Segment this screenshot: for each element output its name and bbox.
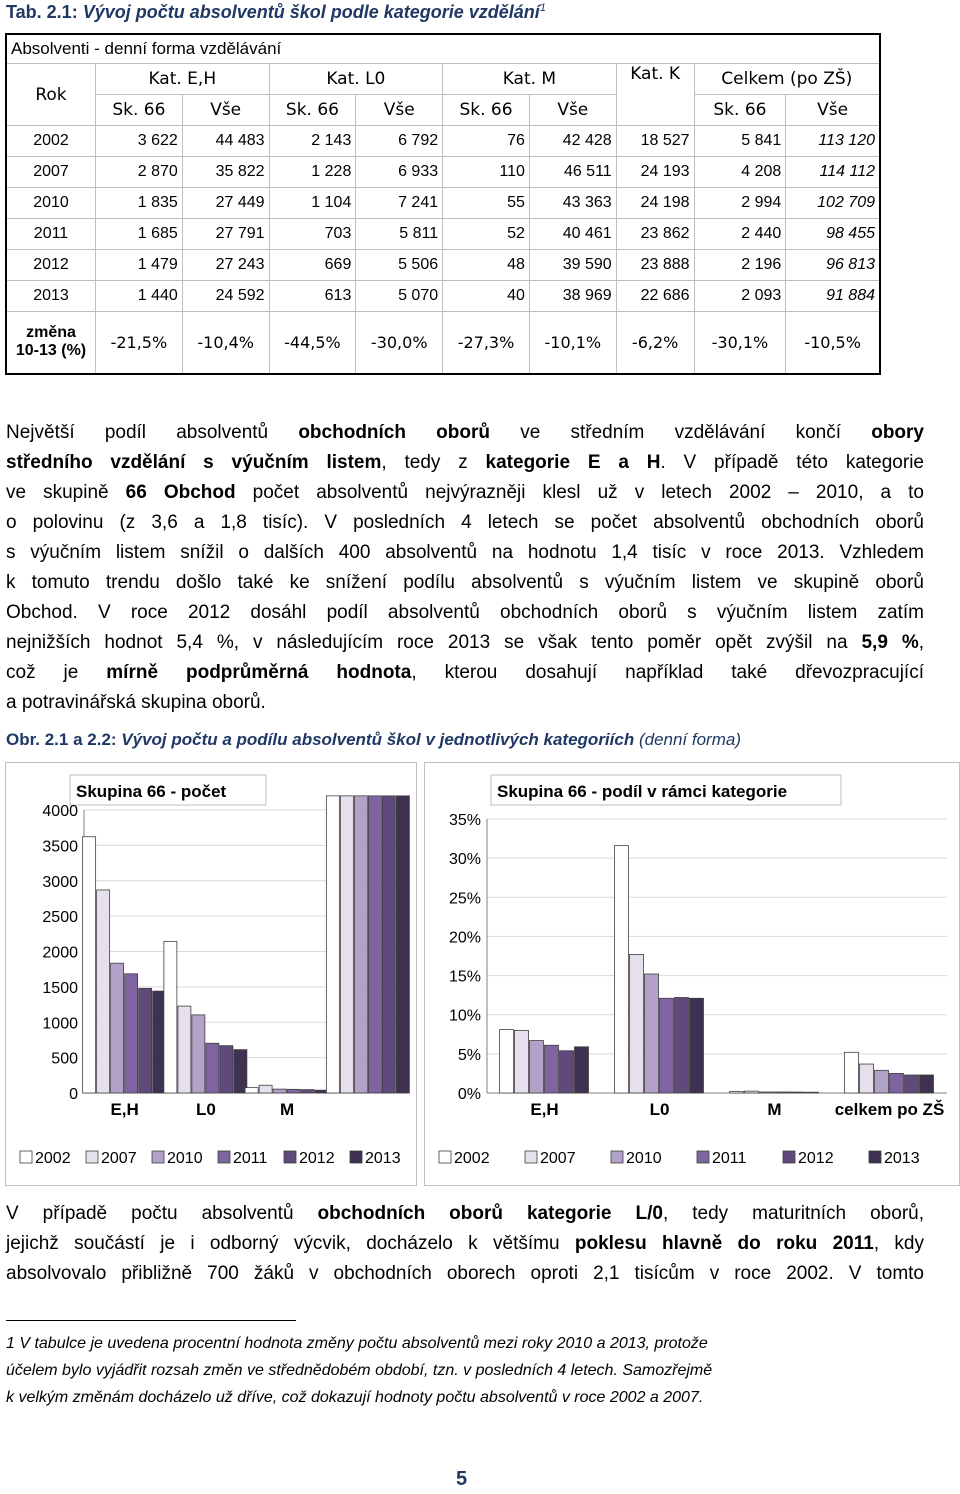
bar [382,796,395,1093]
value-cell: 2 994 [694,188,786,219]
text-line [6,628,924,658]
bar [860,1064,874,1093]
bar [354,796,367,1093]
bar [905,1075,919,1093]
y-tick-label: 0% [457,1086,481,1103]
y-tick-label: 25% [448,890,481,908]
sub-header: Sk. 66 [694,95,786,126]
value-cell: 1 835 [96,188,183,219]
bar [790,1092,804,1093]
year-cell: 2011 [6,219,96,250]
y-tick-label: 10% [448,1007,481,1025]
legend-swatch [350,1151,362,1163]
legend-swatch [439,1151,451,1163]
text-span: , tedy z [381,452,486,473]
text-span: k tomuto trendu došlo také ke snížení podílu absolventů s výučním listem ve skupině oborů [6,572,924,593]
sub-header: Vše [529,95,616,126]
bar [125,974,138,1093]
change-cell: -44,5% [269,312,356,374]
bar [920,1075,934,1093]
value-cell: 91 884 [786,281,880,312]
value-cell: 40 [443,281,530,312]
legend-label: 2012 [299,1150,335,1167]
bar [805,1092,819,1093]
value-cell: 114 112 [786,157,880,188]
text-line [6,658,924,688]
year-cell: 2010 [6,188,96,219]
legend-swatch [697,1151,709,1163]
bar [192,1015,205,1093]
value-cell: 39 590 [529,250,616,281]
legend-label: 2002 [35,1150,71,1167]
year-cell: 2012 [6,250,96,281]
bar [745,1091,759,1093]
change-label-line1: změna [26,324,76,342]
text-span: absolvovalo přibližně 700 žáků v obchodních oborech oproti 2,1 tisícům v roce 2002. V tomto [6,1263,924,1284]
bold-text: středního vzdělání s výučním listem [6,452,382,473]
value-cell: 1 440 [96,281,183,312]
year-cell: 2007 [6,157,96,188]
y-tick-label: 4000 [42,803,78,820]
figure-caption [6,730,741,750]
legend-label: 2011 [233,1150,268,1167]
value-cell: 7 241 [356,188,443,219]
bar [396,796,409,1093]
caption-text: Vývoj počtu a podílu absolventů škol v jednotlivých kategoriích [121,730,635,749]
text-line [6,598,924,628]
legend-label: 2013 [365,1150,401,1167]
y-tick-label: 1500 [42,979,78,997]
chart-count-svg [6,763,416,1185]
value-cell: 1 479 [96,250,183,281]
x-category-label: L0 [649,1100,670,1119]
change-cell: -21,5% [96,312,183,374]
bar [326,796,339,1093]
value-cell: 46 511 [529,157,616,188]
footnote-line: 1 V tabulce je uvedena procentní hodnota změny počtu absolventů mezi roky 2010 a 2013, protože [6,1335,708,1352]
value-cell: 27 791 [182,219,269,250]
bar [890,1073,904,1093]
footnote-ref: 1 [539,2,546,14]
bar [530,1041,544,1093]
text-line [6,448,924,478]
value-cell: 6 933 [356,157,443,188]
bold-text: 66 Obchod [125,482,236,503]
bold-text: 5,9 % [861,632,919,653]
text-line [6,478,924,508]
bar [845,1052,859,1093]
bar [234,1050,247,1093]
value-cell: 23 888 [616,250,694,281]
bar [630,954,644,1093]
legend-label: 2012 [798,1150,834,1167]
text-span: počet absolventů nejvýrazněji klesl už v letech 2002 – 2010, a to [235,482,924,503]
caption-prefix: Tab. 2.1: [6,2,83,22]
bar [875,1070,889,1093]
bold-text: mírně podprůměrná hodnota [106,662,412,683]
table-row [6,126,880,157]
y-tick-label: 0 [69,1086,78,1103]
year-cell: 2013 [6,281,96,312]
value-cell: 5 841 [694,126,786,157]
value-cell: 2 143 [269,126,356,157]
value-cell: 40 461 [529,219,616,250]
sub-header: Vše [182,95,269,126]
value-cell: 27 449 [182,188,269,219]
change-cell: -10,4% [182,312,269,374]
text-span: což je [6,662,107,683]
group-header: Kat. K [616,64,694,126]
value-cell: 2 093 [694,281,786,312]
text-line [6,1229,924,1259]
value-cell: 669 [269,250,356,281]
legend-label: 2007 [101,1150,137,1167]
value-cell: 27 243 [182,250,269,281]
x-category-label: E,H [530,1100,559,1119]
footnote-rule [6,1320,296,1321]
bar [645,974,659,1093]
chart-count [5,762,417,1186]
bar [775,1092,789,1093]
legend-swatch [284,1151,296,1163]
change-label-line2: 10-13 (%) [15,342,87,360]
change-label [6,312,96,374]
x-category-label: celkem po ZŠ [834,1100,945,1119]
value-cell: 76 [443,126,530,157]
chart-share-svg [425,763,959,1185]
bar [259,1085,272,1093]
value-cell: 3 622 [96,126,183,157]
bar [220,1046,233,1093]
value-cell: 2 440 [694,219,786,250]
footnote-line: k velkým změnám docházelo už dříve, což dokazují hodnoty počtu absolventů v roce 2002 a 2007. [6,1389,704,1406]
sub-header: Vše [786,95,880,126]
text-span: o polovinu (z 3,6 a 1,8 tisíc). V posledních 4 letech se počet absolventů obchodních oborů [6,512,924,533]
legend-label: 2007 [540,1150,576,1167]
y-tick-label: 3500 [42,838,78,856]
sub-header: Vše [356,95,443,126]
value-cell: 48 [443,250,530,281]
text-span: s výučním listem snížil o dalších 400 absolventů na hodnotu 1,4 tisíc v roce 2013. Vzhledem [6,542,924,563]
text-span: ve skupině [6,482,126,503]
y-tick-label: 500 [51,1050,78,1068]
rok-header: Rok [6,64,96,126]
bar [340,796,353,1093]
bold-text: poklesu hlavně do roku 2011 [574,1233,874,1254]
value-cell: 113 120 [786,126,880,157]
legend-swatch [218,1151,230,1163]
change-cell: -27,3% [443,312,530,374]
bar [730,1092,744,1093]
y-tick-label: 35% [448,812,481,829]
bar [615,846,629,1093]
bold-text: obchodních oborů kategorie L/0 [317,1203,663,1224]
text-line [6,568,924,598]
bar [97,890,110,1093]
legend-label: 2011 [712,1150,747,1167]
text-span: V případě počtu absolventů [6,1203,318,1224]
legend-swatch [611,1151,623,1163]
y-tick-label: 3000 [42,873,78,891]
bar [273,1089,286,1093]
chart-title: Skupina 66 - podíl v rámci kategorie [497,782,788,801]
table-row [6,157,880,188]
bar [287,1089,300,1093]
change-cell: -30,1% [694,312,786,374]
value-cell: 22 686 [616,281,694,312]
bar [139,988,152,1093]
group-header: Celkem (po ZŠ) [694,64,880,95]
table-caption [6,2,546,23]
bar [83,837,96,1093]
value-cell: 96 813 [786,250,880,281]
value-cell: 2 870 [96,157,183,188]
y-tick-label: 30% [448,851,481,869]
year-cell: 2002 [6,126,96,157]
sub-header: Sk. 66 [269,95,356,126]
value-cell: 1 228 [269,157,356,188]
value-cell: 98 455 [786,219,880,250]
value-cell: 5 070 [356,281,443,312]
x-category-label: M [280,1100,295,1119]
value-cell: 24 193 [616,157,694,188]
y-tick-label: 5% [457,1046,481,1064]
text-line [6,1199,924,1229]
value-cell: 44 483 [182,126,269,157]
value-cell: 703 [269,219,356,250]
bar [690,998,704,1093]
change-cell: -30,0% [356,312,443,374]
legend-swatch [869,1151,881,1163]
caption-prefix: Obr. 2.1 a 2.2: [6,730,122,749]
page-number: 5 [456,1468,468,1490]
y-tick-label: 1000 [42,1015,78,1033]
y-tick-label: 15% [448,968,481,986]
legend-swatch [86,1151,98,1163]
value-cell: 613 [269,281,356,312]
legend-swatch [783,1151,795,1163]
bar [368,796,381,1093]
table-row [6,250,880,281]
legend-label: 2010 [167,1150,203,1167]
value-cell: 1 104 [269,188,356,219]
text-span: , tedy maturitních oborů, [662,1203,924,1224]
text-span: , kterou dosahují například také dřevozpracující [411,662,924,683]
change-cell: -10,1% [529,312,616,374]
legend-label: 2010 [626,1150,662,1167]
bar [245,1088,258,1093]
value-cell: 42 428 [529,126,616,157]
caption-suffix: (denní forma) [634,730,741,749]
value-cell: 110 [443,157,530,188]
text-line [6,508,924,538]
value-cell: 4 208 [694,157,786,188]
bar [660,998,674,1093]
footnote-line: účelem bylo vyjádřit rozsah změn ve střednědobém období, tzn. v posledních 4 letech. Samozřejmě [6,1362,713,1379]
bar [500,1030,514,1093]
y-tick-label: 2000 [42,944,78,962]
x-category-label: L0 [195,1100,216,1119]
value-cell: 24 198 [616,188,694,219]
value-cell: 38 969 [529,281,616,312]
bar [178,1006,191,1093]
value-cell: 5 811 [356,219,443,250]
value-cell: 1 685 [96,219,183,250]
table-row [6,188,880,219]
bar [760,1092,774,1093]
value-cell: 23 862 [616,219,694,250]
text-span: . V případě této kategorie [660,452,924,473]
legend-swatch [20,1151,32,1163]
bar [575,1047,589,1093]
bar [545,1045,559,1093]
value-cell: 35 822 [182,157,269,188]
legend-swatch [152,1151,164,1163]
text-line [6,538,924,568]
x-category-label: M [767,1100,782,1119]
text-span: Obchod. V roce 2012 dosáhl podíl absolventů obchodních oborů s výučním listem zatím [6,602,924,623]
text-line [6,1259,924,1289]
legend-label: 2002 [454,1150,490,1167]
graduates-table [5,33,881,375]
bold-text: obchodních oborů [298,422,490,443]
table-row [6,219,880,250]
table-title: Absolventi - denní forma vzdělávání [6,34,880,64]
value-cell: 24 592 [182,281,269,312]
group-header: Kat. M [443,64,617,95]
bar [164,941,177,1093]
bar [301,1090,314,1093]
sub-header: Sk. 66 [96,95,183,126]
value-cell: 18 527 [616,126,694,157]
value-cell: 102 709 [786,188,880,219]
text-span: , kdy [873,1233,924,1254]
value-cell: 6 792 [356,126,443,157]
value-cell: 55 [443,188,530,219]
bar [111,963,124,1093]
bold-text: obory [871,422,924,443]
table-row [6,281,880,312]
text-span: , [918,632,924,653]
text-line [6,688,924,718]
value-cell: 2 196 [694,250,786,281]
group-header: Kat. E,H [96,64,270,95]
change-cell: -10,5% [786,312,880,374]
bar [560,1051,574,1093]
y-tick-label: 2500 [42,909,78,927]
group-header: Kat. L0 [269,64,443,95]
legend-swatch [525,1151,537,1163]
text-span: nejnižších hodnot 5,4 %, v následujícím roce 2013 se však tento poměr opět zvýšil na [6,632,862,653]
value-cell: 43 363 [529,188,616,219]
chart-title: Skupina 66 - počet [76,782,227,801]
bar [206,1043,219,1093]
bar [515,1030,529,1093]
chart-share [424,762,960,1186]
bar [675,997,689,1093]
legend-label: 2013 [884,1150,920,1167]
change-cell: -6,2% [616,312,694,374]
text-line [6,418,924,448]
bold-text: kategorie E a H [485,452,661,473]
y-tick-label: 20% [448,929,481,947]
sub-header: Sk. 66 [443,95,530,126]
text-span: ve středním vzdělávání končí [490,422,872,443]
text-span: Největší podíl absolventů [6,422,299,443]
text-span: a potravinářská skupina oborů. [6,692,266,713]
caption-text: Vývoj počtu absolventů škol podle kategorie vzdělání [82,2,540,22]
value-cell: 52 [443,219,530,250]
text-span: jejichž součástí je i odborný výcvik, docházelo k většímu [6,1233,575,1254]
x-category-label: E,H [110,1100,139,1119]
value-cell: 5 506 [356,250,443,281]
